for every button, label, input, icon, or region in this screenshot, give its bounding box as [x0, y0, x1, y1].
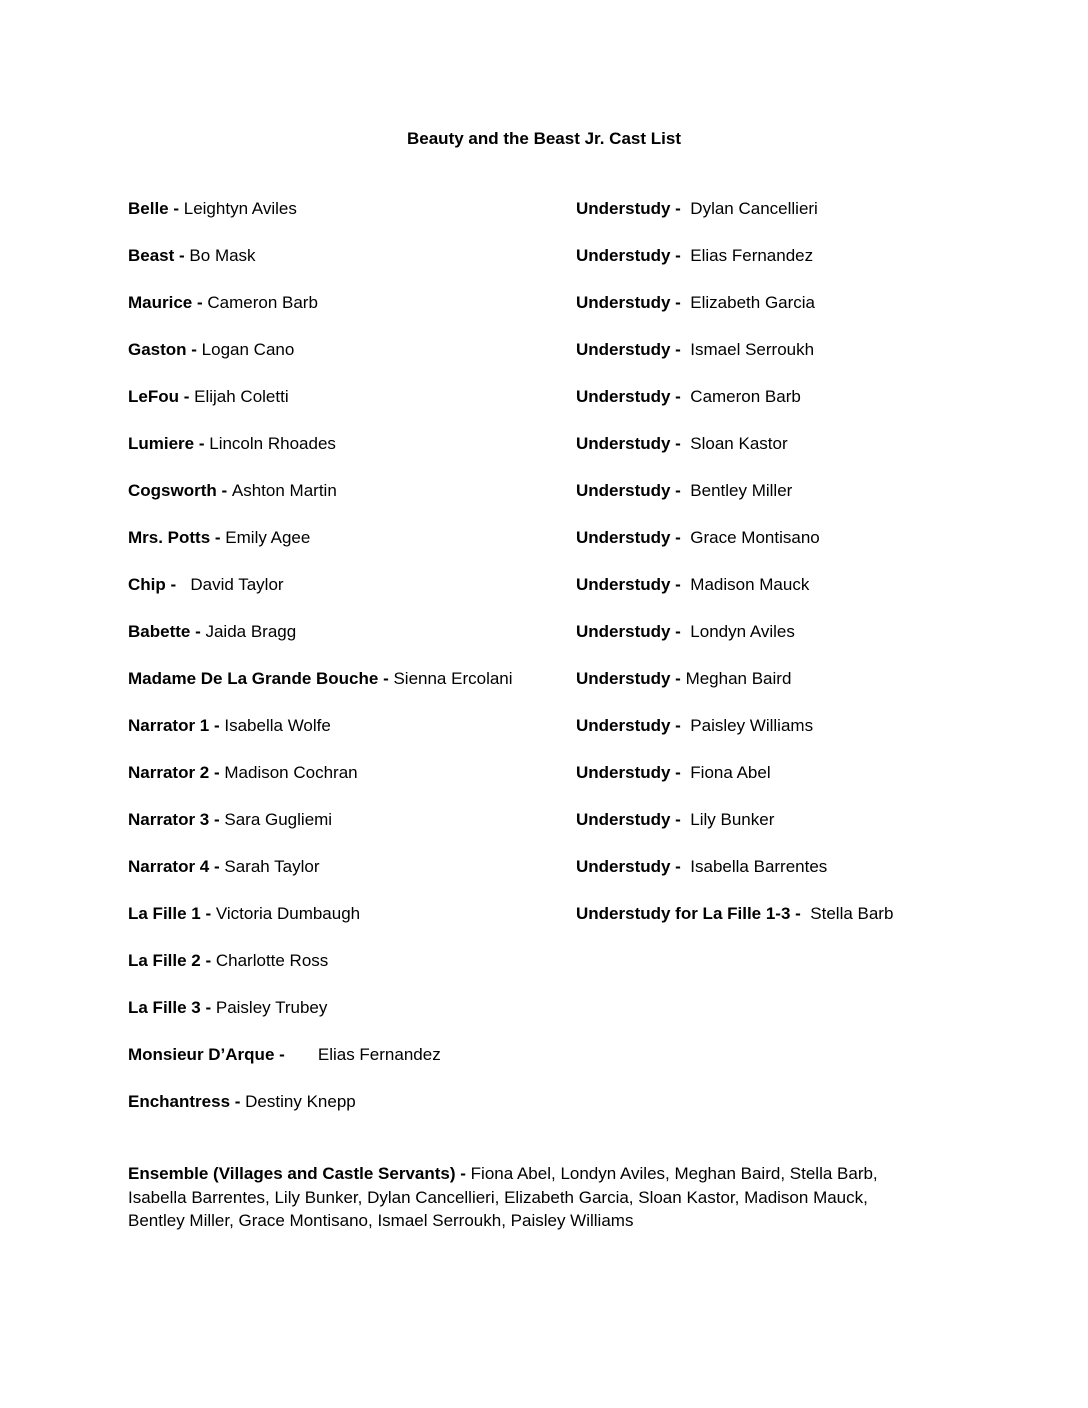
role-name: Babette - — [128, 622, 206, 641]
cast-list-right-column — [576, 198, 1016, 950]
cast-row — [128, 433, 568, 480]
actor-name: Elijah Coletti — [194, 387, 289, 406]
understudy-row — [576, 339, 1016, 386]
actor-name: Leightyn Aviles — [183, 199, 297, 218]
actor-name: Sienna Ercolani — [393, 669, 513, 688]
role-name: Cogsworth - — [128, 481, 232, 500]
role-name: Belle - — [128, 199, 184, 218]
cast-row — [128, 715, 568, 762]
role-name: Narrator 3 - — [128, 810, 225, 829]
cast-row — [128, 762, 568, 809]
actor-name: Fiona Abel — [685, 763, 771, 782]
role-name: Narrator 4 - — [128, 857, 225, 876]
understudy-row — [576, 621, 1016, 668]
cast-row — [128, 574, 568, 621]
actor-name: Stella Barb — [805, 904, 894, 923]
understudy-row — [576, 480, 1016, 527]
actor-name: Ismael Serroukh — [685, 340, 815, 359]
actor-name: Charlotte Ross — [215, 951, 329, 970]
actor-name: Meghan Baird — [685, 669, 792, 688]
actor-name: Paisley Trubey — [215, 998, 328, 1017]
actor-name: Londyn Aviles — [685, 622, 795, 641]
cast-row — [128, 480, 568, 527]
role-name: LeFou - — [128, 387, 195, 406]
understudy-row — [576, 762, 1016, 809]
role-name: Understudy - — [576, 199, 686, 218]
role-name: Understudy - — [576, 716, 686, 735]
role-name: Understudy for La Fille 1-3 - — [576, 904, 806, 923]
role-name: Monsieur D’Arque - — [128, 1045, 290, 1064]
role-name: Enchantress - — [128, 1092, 246, 1111]
cast-row — [128, 527, 568, 574]
cast-row — [128, 903, 568, 950]
cast-row — [128, 292, 568, 339]
actor-name: Bentley Miller — [685, 481, 793, 500]
understudy-row — [576, 245, 1016, 292]
cast-row — [128, 856, 568, 903]
role-name: Lumiere - — [128, 434, 210, 453]
role-name: Madame De La Grande Bouche - — [128, 669, 394, 688]
ensemble-actors: Fiona Abel, Londyn Aviles, Meghan Baird, Stella Barb, Isabella Barrentes, Lily Bunker, Dylan Cancellieri, Elizabeth Garcia, Sloan Kastor, Madison Mauck, Bentley Miller, Grace Montisano, Ismael Serroukh, Paisley Williams — [128, 1164, 878, 1230]
cast-row — [128, 668, 568, 715]
actor-name: Elias Fernandez — [289, 1045, 441, 1064]
actor-name: Elizabeth Garcia — [685, 293, 816, 312]
ensemble-role-name: Ensemble (Villages and Castle Servants) - — [128, 1164, 471, 1183]
actor-name: Cameron Barb — [207, 293, 318, 312]
actor-name: Sara Gugliemi — [224, 810, 333, 829]
understudy-row — [576, 856, 1016, 903]
understudy-row — [576, 715, 1016, 762]
cast-row — [128, 386, 568, 433]
cast-row — [128, 621, 568, 668]
understudy-row — [576, 433, 1016, 480]
role-name: Understudy - — [576, 669, 686, 688]
understudy-row — [576, 809, 1016, 856]
actor-name: Lily Bunker — [685, 810, 775, 829]
understudy-row — [576, 903, 1016, 950]
ensemble-paragraph — [128, 1162, 928, 1233]
role-name: Understudy - — [576, 810, 686, 829]
role-name: Beast - — [128, 246, 190, 265]
actor-name: Paisley Williams — [685, 716, 814, 735]
role-name: Understudy - — [576, 857, 686, 876]
role-name: Understudy - — [576, 340, 686, 359]
role-name: Understudy - — [576, 763, 686, 782]
understudy-row — [576, 668, 1016, 715]
role-name: Narrator 2 - — [128, 763, 225, 782]
cast-row — [128, 198, 568, 245]
role-name: Maurice - — [128, 293, 208, 312]
actor-name: David Taylor — [180, 575, 284, 594]
cast-row — [128, 809, 568, 856]
actor-name: Madison Cochran — [224, 763, 358, 782]
cast-row — [128, 245, 568, 292]
understudy-row — [576, 574, 1016, 621]
actor-name: Logan Cano — [201, 340, 295, 359]
page-title: Beauty and the Beast Jr. Cast List — [407, 129, 681, 148]
actor-name: Jaida Bragg — [205, 622, 297, 641]
understudy-row — [576, 292, 1016, 339]
actor-name: Grace Montisano — [685, 528, 820, 547]
actor-name: Sarah Taylor — [224, 857, 320, 876]
actor-name: Cameron Barb — [685, 387, 801, 406]
role-name: Understudy - — [576, 434, 686, 453]
actor-name: Ashton Martin — [231, 481, 337, 500]
cast-row — [128, 950, 568, 997]
role-name: Understudy - — [576, 387, 686, 406]
role-name: Gaston - — [128, 340, 202, 359]
understudy-row — [576, 198, 1016, 245]
actor-name: Isabella Barrentes — [685, 857, 828, 876]
understudy-row — [576, 527, 1016, 574]
understudy-row — [576, 386, 1016, 433]
role-name: Chip - — [128, 575, 181, 594]
role-name: La Fille 1 - — [128, 904, 216, 923]
role-name: Mrs. Potts - — [128, 528, 226, 547]
role-name: Understudy - — [576, 528, 686, 547]
role-name: La Fille 3 - — [128, 998, 216, 1017]
actor-name: Elias Fernandez — [685, 246, 814, 265]
role-name: Narrator 1 - — [128, 716, 225, 735]
actor-name: Lincoln Rhoades — [209, 434, 336, 453]
actor-name: Isabella Wolfe — [224, 716, 331, 735]
cast-row — [128, 1091, 568, 1138]
actor-name: Sloan Kastor — [685, 434, 788, 453]
role-name: Understudy - — [576, 622, 686, 641]
role-name: La Fille 2 - — [128, 951, 216, 970]
cast-row — [128, 997, 568, 1044]
role-name: Understudy - — [576, 575, 686, 594]
cast-row — [128, 339, 568, 386]
role-name: Understudy - — [576, 293, 686, 312]
role-name: Understudy - — [576, 246, 686, 265]
cast-list-left-column — [128, 198, 568, 1138]
actor-name: Victoria Dumbaugh — [215, 904, 361, 923]
actor-name: Emily Agee — [225, 528, 311, 547]
actor-name: Destiny Knepp — [245, 1092, 356, 1111]
role-name: Understudy - — [576, 481, 686, 500]
actor-name: Dylan Cancellieri — [685, 199, 818, 218]
actor-name: Madison Mauck — [685, 575, 810, 594]
cast-row — [128, 1044, 568, 1091]
actor-name: Bo Mask — [189, 246, 256, 265]
